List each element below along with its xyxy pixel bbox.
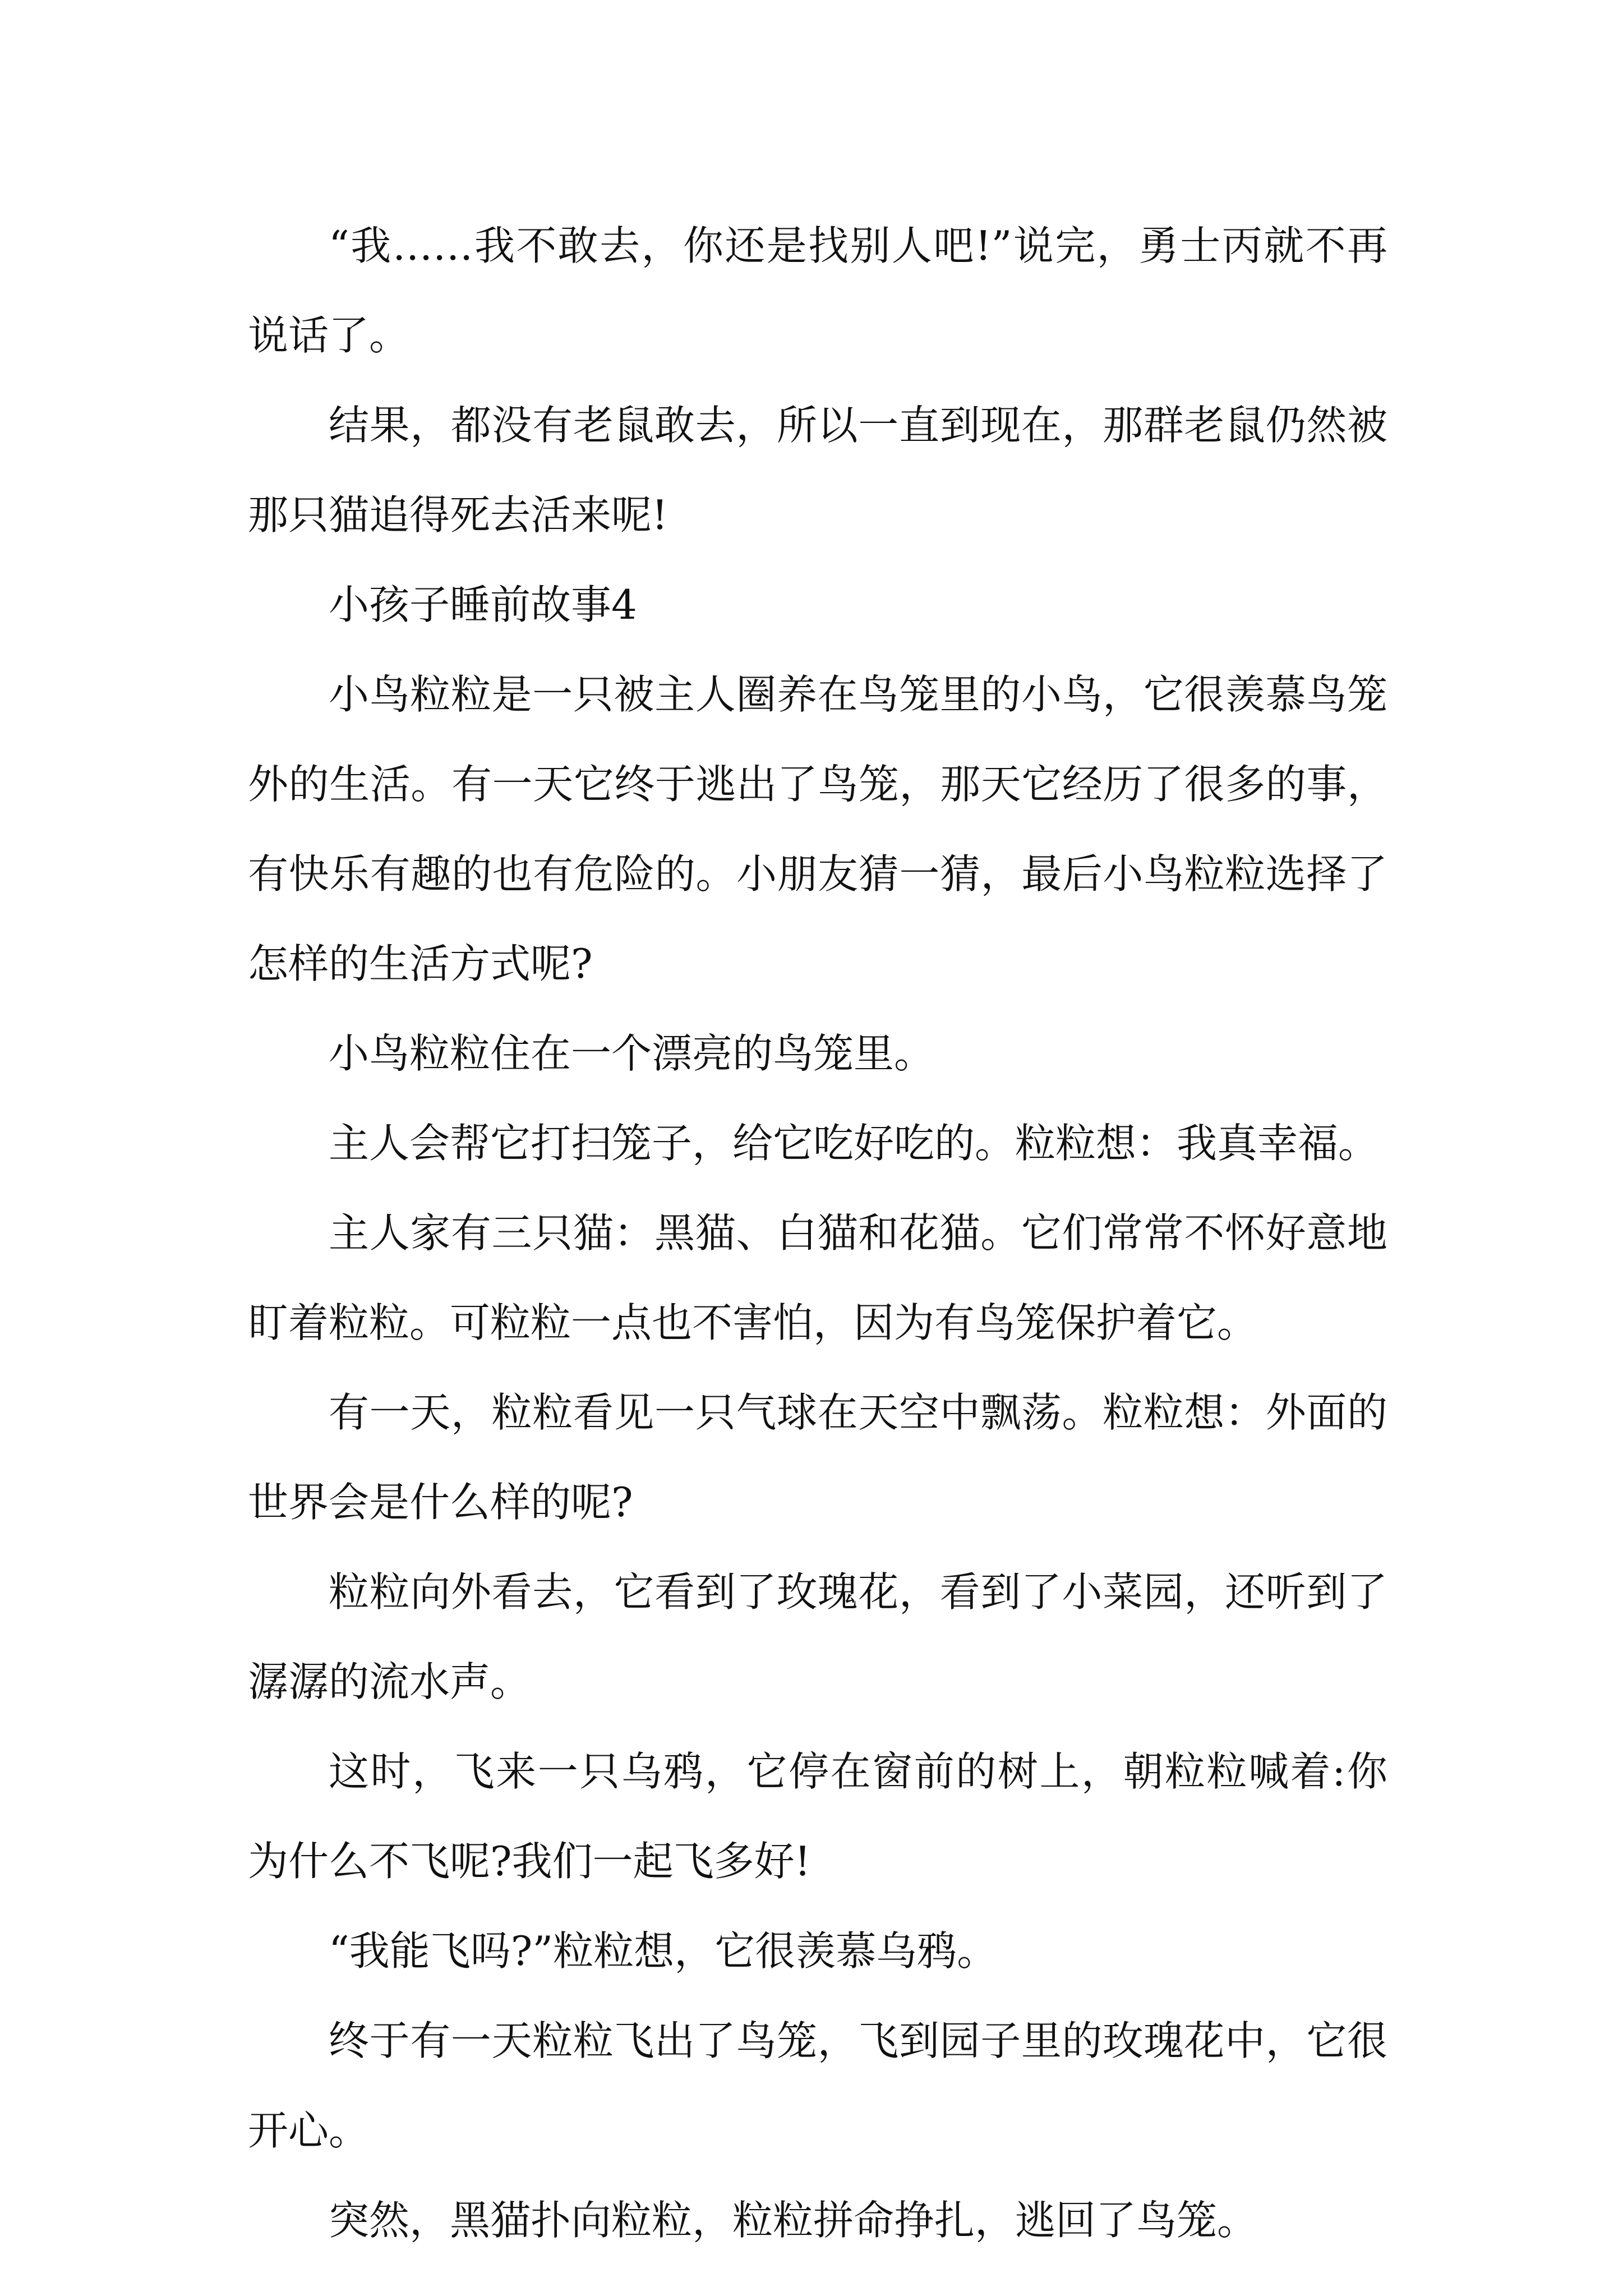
paragraph: “我……我不敢去，你还是找别人吧!”说完，勇士丙就不再说话了。 bbox=[248, 222, 1387, 359]
paragraph: 小鸟粒粒是一只被主人圈养在鸟笼里的小鸟，它很羡慕鸟笼外的生活。有一天它终于逃出了鸟笼，那天它经历了很多的事，有快乐有趣的也有危险的。小朋友猜一猜，最后小鸟粒粒选择了怎样的生活方式呢? bbox=[248, 671, 1387, 987]
paragraph: 粒粒向外看去，它看到了玫瑰花，看到了小菜园，还听到了潺潺的流水声。 bbox=[248, 1568, 1387, 1705]
paragraph: 主人会帮它打扫笼子，给它吃好吃的。粒粒想：我真幸福。 bbox=[329, 1120, 1379, 1167]
paragraph: “我能飞吗?”粒粒想，它很羡慕乌鸦。 bbox=[329, 1927, 998, 1975]
paragraph: 终于有一天粒粒飞出了鸟笼，飞到园子里的玫瑰花中，它很开心。 bbox=[248, 2017, 1387, 2154]
paragraph: 突然，黑猫扑向粒粒，粒粒拼命挣扎，逃回了鸟笼。 bbox=[329, 2197, 1258, 2244]
paragraph: 小鸟粒粒住在一个漂亮的鸟笼里。 bbox=[329, 1030, 935, 1077]
paragraph: 主人家有三只猫：黑猫、白猫和花猫。它们常常不怀好意地盯着粒粒。可粒粒一点也不害怕，因为有鸟笼保护着它。 bbox=[248, 1209, 1387, 1346]
paragraph: 这时，飞来一只乌鸦，它停在窗前的树上，朝粒粒喊着:你为什么不飞呢?我们一起飞多好! bbox=[248, 1748, 1387, 1885]
paragraph: 有一天，粒粒看见一只气球在天空中飘荡。粒粒想：外面的世界会是什么样的呢? bbox=[248, 1389, 1387, 1526]
paragraph: 结果，都没有老鼠敢去，所以一直到现在，那群老鼠仍然被那只猫追得死去活来呢! bbox=[248, 402, 1387, 539]
section-heading: 小孩子睡前故事4 bbox=[329, 581, 637, 628]
document-body bbox=[248, 201, 1387, 2265]
